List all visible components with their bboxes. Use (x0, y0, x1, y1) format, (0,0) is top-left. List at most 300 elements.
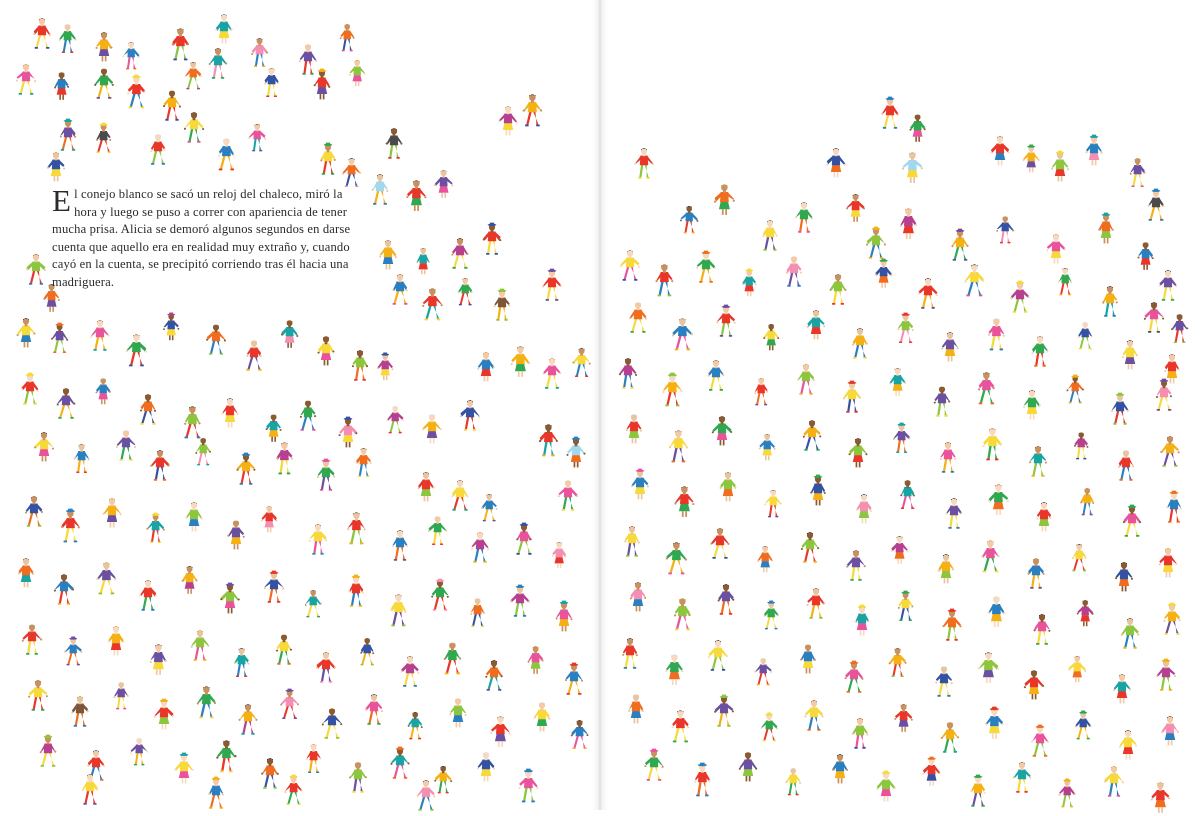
crowd-figure (924, 756, 939, 788)
crowd-figure (988, 594, 1005, 630)
crowd-figure (380, 238, 396, 272)
crowd-figure (890, 646, 905, 678)
crowd-figure (520, 768, 537, 804)
crowd-figure (128, 74, 145, 110)
crowd-figure (72, 694, 88, 728)
crowd-figure (266, 570, 282, 604)
crowd-figure (990, 482, 1007, 518)
crowd-figure (1028, 556, 1044, 590)
crowd-figure (452, 236, 468, 270)
crowd-figure (306, 588, 320, 619)
crowd-figure (282, 688, 297, 720)
crowd-figure (96, 66, 112, 100)
crowd-figure (1014, 760, 1030, 794)
crowd-figure (62, 508, 79, 544)
crowd-figure (934, 384, 950, 418)
crowd-figure (716, 182, 733, 218)
crowd-figure (868, 226, 884, 260)
crowd-figure (218, 136, 235, 172)
crowd-figure (314, 68, 330, 102)
crowd-figure (324, 706, 340, 740)
crowd-figure (262, 504, 276, 535)
crowd-figure (186, 500, 202, 534)
crowd-figure (754, 376, 768, 407)
crowd-figure (622, 248, 638, 282)
crowd-figure (900, 206, 917, 242)
crowd-figure (892, 534, 907, 566)
crowd-figure (238, 452, 254, 486)
crowd-figure (896, 702, 911, 734)
crowd-figure (632, 468, 648, 502)
crowd-figure (148, 512, 163, 544)
crowd-figure (1048, 232, 1064, 266)
crowd-figure (458, 276, 472, 307)
crowd-figure (910, 112, 925, 144)
crowd-figure (568, 436, 584, 470)
crowd-figure (1166, 490, 1182, 524)
crowd-figure (714, 414, 730, 448)
crowd-figure (946, 496, 962, 530)
crowd-figure (1162, 434, 1178, 468)
crowd-figure (1114, 672, 1130, 706)
crowd-figure (630, 580, 646, 614)
crowd-figure (626, 412, 642, 446)
crowd-figure (98, 560, 115, 596)
crowd-figure (800, 642, 816, 676)
crowd-figure (352, 348, 368, 382)
crowd-figure (60, 22, 75, 54)
crowd-figure (196, 436, 210, 467)
crowd-figure (386, 126, 402, 160)
crowd-figure (1060, 778, 1074, 809)
crowd-figure (478, 350, 494, 384)
crowd-figure (430, 514, 445, 546)
crowd-figure (1058, 266, 1072, 297)
crowd-figure (1072, 542, 1086, 573)
crowd-figure (340, 416, 356, 450)
crowd-figure (952, 228, 968, 262)
crowd-figure (844, 380, 860, 414)
crowd-figure (676, 484, 693, 520)
crowd-figure (356, 446, 371, 478)
crowd-figure (388, 404, 402, 435)
crowd-figure (436, 764, 450, 795)
crowd-figure (556, 600, 572, 634)
crowd-figure (424, 286, 441, 322)
crowd-figure (848, 548, 864, 582)
crowd-figure (182, 564, 197, 596)
crowd-figure (24, 622, 40, 656)
crowd-figure (852, 716, 868, 750)
crowd-figure (300, 398, 316, 432)
crowd-figure (966, 262, 983, 298)
crowd-figure (1122, 338, 1138, 372)
crowd-figure (1032, 724, 1048, 758)
crowd-figure (904, 150, 921, 186)
crowd-figure (306, 742, 321, 774)
crowd-figure (806, 698, 822, 732)
crowd-figure (808, 586, 824, 620)
crowd-figure (140, 392, 156, 426)
crowd-illustration-right (600, 0, 1200, 810)
crowd-figure (1032, 334, 1048, 368)
crowd-figure (74, 442, 89, 474)
crowd-figure (392, 528, 408, 562)
crowd-figure (672, 708, 689, 744)
crowd-figure (1052, 150, 1068, 184)
crowd-figure (164, 88, 180, 122)
crowd-figure (622, 636, 638, 670)
crowd-figure (668, 540, 685, 576)
crowd-figure (1024, 388, 1040, 422)
crowd-figure (1122, 616, 1138, 650)
crowd-figure (478, 750, 494, 784)
crowd-figure (470, 596, 485, 628)
crowd-figure (920, 276, 936, 310)
crowd-figure (52, 322, 67, 354)
crowd-figure (348, 574, 364, 608)
crowd-figure (850, 436, 866, 470)
crowd-figure (408, 710, 422, 741)
crowd-figure (1112, 392, 1128, 426)
crowd-figure (222, 396, 238, 430)
crowd-figure (18, 556, 34, 590)
crowd-figure (318, 458, 334, 492)
crowd-figure (1076, 710, 1090, 741)
crowd-figure (1158, 658, 1174, 692)
crowd-figure (808, 308, 824, 342)
crowd-figure (140, 578, 156, 612)
crowd-figure (132, 736, 146, 767)
crowd-figure (894, 422, 909, 454)
crowd-figure (1120, 728, 1136, 762)
crowd-figure (796, 200, 812, 234)
crowd-figure (210, 46, 226, 80)
crowd-figure (482, 492, 496, 523)
crowd-figure (246, 338, 262, 372)
crowd-figure (998, 214, 1012, 245)
crowd-figure (222, 582, 238, 616)
right-page (600, 0, 1200, 810)
crowd-figure (694, 762, 711, 798)
crowd-figure (164, 312, 178, 343)
crowd-figure (764, 322, 778, 353)
crowd-figure (462, 398, 478, 432)
crowd-figure (1036, 500, 1052, 534)
crowd-figure (450, 696, 466, 730)
crowd-figure (192, 628, 208, 662)
crowd-figure (664, 372, 681, 408)
crowd-figure (666, 652, 683, 688)
crowd-figure (762, 218, 778, 252)
crowd-figure (286, 774, 301, 806)
crowd-figure (1160, 546, 1176, 580)
crowd-figure (56, 572, 72, 606)
crowd-figure (282, 318, 297, 350)
crowd-figure (40, 734, 56, 768)
crowd-figure (150, 642, 167, 678)
crowd-figure (1068, 374, 1082, 405)
crowd-figure (424, 412, 440, 446)
crowd-figure (708, 358, 724, 392)
crowd-figure (828, 146, 844, 180)
crowd-figure (1130, 156, 1145, 188)
crowd-figure (854, 604, 870, 638)
crowd-figure (524, 92, 541, 128)
crowd-figure (970, 774, 986, 808)
crowd-figure (250, 122, 264, 153)
crowd-figure (124, 40, 138, 71)
crowd-figure (416, 246, 430, 277)
crowd-figure (1148, 188, 1164, 222)
crowd-figure (760, 432, 774, 463)
crowd-figure (252, 36, 267, 68)
crowd-figure (512, 344, 529, 380)
crowd-figure (18, 316, 34, 350)
crowd-figure (636, 146, 652, 180)
crowd-figure (1106, 764, 1122, 798)
crowd-figure (26, 494, 42, 528)
crowd-figure (48, 150, 64, 184)
crowd-figure (742, 268, 756, 299)
crowd-figure (492, 714, 509, 750)
crowd-figure (832, 752, 848, 786)
crowd-figure (378, 352, 392, 383)
crowd-figure (350, 760, 366, 794)
crowd-figure (96, 30, 112, 64)
crowd-figure (890, 366, 905, 398)
crowd-figure (452, 478, 468, 512)
crowd-figure (82, 772, 98, 806)
crowd-figure (516, 522, 532, 556)
crowd-figure (628, 692, 644, 726)
crowd-figure (408, 178, 425, 214)
crowd-figure (436, 168, 451, 200)
crowd-figure (670, 428, 687, 464)
crowd-figure (1030, 444, 1046, 478)
crowd-figure (698, 250, 714, 284)
crowd-figure (22, 372, 38, 406)
crowd-figure (30, 678, 46, 712)
crowd-figure (718, 304, 734, 338)
crowd-figure (936, 664, 952, 698)
crowd-figure (942, 330, 958, 364)
crowd-figure (1070, 654, 1084, 685)
crowd-figure (340, 22, 354, 53)
crowd-figure (128, 332, 145, 368)
crowd-figure (528, 644, 543, 676)
crowd-figure (786, 254, 802, 288)
crowd-figure (366, 692, 382, 726)
crowd-figure (986, 706, 1003, 742)
crowd-figure (848, 192, 863, 224)
crowd-figure (1156, 378, 1172, 412)
crowd-figure (876, 258, 891, 290)
crowd-figure (940, 440, 956, 474)
crowd-figure (846, 660, 862, 694)
crowd-figure (54, 70, 69, 102)
story-text-block (52, 183, 352, 292)
crowd-figure (758, 544, 772, 575)
crowd-figure (176, 752, 192, 786)
crowd-figure (96, 376, 110, 407)
crowd-figure (150, 132, 166, 166)
crowd-figure (1164, 602, 1180, 636)
crowd-figure (34, 16, 50, 50)
crowd-figure (646, 748, 662, 782)
crowd-figure (1102, 284, 1118, 318)
crowd-figure (392, 746, 408, 780)
crowd-figure (882, 96, 898, 130)
crowd-figure (344, 156, 359, 188)
crowd-figure (318, 334, 334, 368)
crowd-figure (1012, 280, 1028, 314)
crowd-figure (798, 362, 814, 396)
crowd-figure (276, 440, 293, 476)
crowd-figure (60, 118, 76, 152)
crowd-figure (216, 12, 232, 46)
left-page (0, 0, 600, 810)
crowd-figure (1034, 612, 1050, 646)
crowd-figure (1172, 312, 1187, 344)
crowd-figure (372, 172, 388, 206)
crowd-figure (262, 756, 278, 790)
crowd-illustration-left (0, 0, 600, 810)
crowd-figure (208, 776, 224, 810)
crowd-figure (718, 582, 734, 616)
crowd-figure (572, 718, 587, 750)
crowd-figure (186, 110, 202, 144)
crowd-figure (756, 656, 770, 687)
crowd-figure (66, 636, 80, 667)
crowd-figure (486, 658, 502, 692)
crowd-figure (1078, 598, 1092, 629)
crowd-figure (360, 636, 374, 667)
crowd-figure (544, 268, 560, 302)
crowd-figure (152, 448, 168, 482)
story-body-text: l conejo blanco se sacó un reloj del chaleco, miró la hora y luego se puso a correr con apariencia de tener mucha prisa. Alicia se demoró algunos segundos en darse cuenta que aquello era en realidad muy extraño y, cuando cayó en la cuenta, se precipitó corriendo tras él hacia una madriguera. (52, 187, 351, 289)
crowd-figure (320, 142, 336, 176)
crowd-figure (1074, 430, 1088, 461)
crowd-figure (716, 694, 732, 728)
crowd-figure (92, 318, 108, 352)
crowd-figure (566, 662, 582, 696)
crowd-figure (1118, 448, 1134, 482)
crowd-figure (1160, 268, 1176, 302)
crowd-figure (762, 712, 776, 743)
crowd-figure (18, 62, 34, 96)
crowd-figure (264, 66, 279, 98)
crowd-figure (240, 702, 256, 736)
crowd-figure (942, 720, 958, 754)
crowd-figure (418, 778, 434, 812)
crowd-figure (620, 356, 636, 390)
crowd-figure (766, 488, 780, 519)
crowd-figure (234, 646, 249, 678)
crowd-figure (878, 770, 894, 804)
crowd-figure (720, 470, 736, 504)
crowd-figure (186, 60, 200, 91)
crowd-figure (198, 684, 215, 720)
crowd-figure (418, 470, 434, 504)
crowd-figure (1146, 300, 1162, 334)
crowd-figure (1080, 486, 1094, 517)
crowd-figure (630, 300, 646, 334)
crowd-figure (944, 608, 960, 642)
crowd-figure (28, 252, 44, 286)
crowd-figure (1078, 320, 1092, 351)
crowd-figure (96, 122, 111, 154)
crowd-figure (36, 430, 52, 464)
crowd-figure (402, 654, 418, 688)
story-paragraph (52, 183, 352, 292)
crowd-figure (992, 134, 1008, 168)
crowd-figure (108, 624, 124, 658)
crowd-figure (560, 478, 576, 512)
crowd-figure (512, 584, 528, 618)
crowd-figure (982, 538, 999, 574)
crowd-figure (1086, 134, 1102, 168)
crowd-figure (1162, 714, 1178, 748)
crowd-figure (172, 26, 189, 62)
crowd-figure (540, 422, 557, 458)
crowd-figure (432, 578, 448, 612)
crowd-figure (682, 204, 696, 235)
crowd-figure (900, 478, 915, 510)
crowd-figure (740, 750, 756, 784)
crowd-figure (500, 104, 516, 138)
crowd-figure (1116, 560, 1132, 594)
crowd-figure (58, 386, 74, 420)
crowd-figure (978, 370, 995, 406)
crowd-figure (1124, 504, 1140, 538)
crowd-figure (898, 590, 913, 622)
crowd-figure (118, 428, 134, 462)
crowd-figure (104, 496, 120, 530)
crowd-figure (494, 288, 510, 322)
crowd-figure (856, 492, 872, 526)
crowd-figure (574, 346, 589, 378)
crowd-figure (472, 530, 488, 564)
crowd-figure (484, 222, 500, 256)
crowd-figure (444, 640, 461, 676)
crowd-figure (390, 592, 407, 628)
crowd-figure (938, 552, 954, 586)
crowd-figure (674, 316, 691, 352)
crowd-figure (1024, 144, 1038, 175)
crowd-figure (544, 356, 560, 390)
crowd-figure (710, 638, 726, 672)
crowd-figure (810, 474, 826, 508)
crowd-figure (310, 522, 326, 556)
crowd-figure (852, 326, 868, 360)
crowd-figure (984, 426, 1001, 462)
crowd-figure (276, 632, 292, 666)
crowd-figure (114, 680, 128, 711)
crowd-figure (1026, 668, 1042, 702)
crowd-figure (764, 600, 778, 631)
crowd-figure (552, 540, 566, 571)
crowd-figure (624, 524, 640, 558)
crowd-figure (208, 322, 224, 356)
drop-cap: E (52, 183, 72, 218)
crowd-figure (988, 316, 1005, 352)
crowd-figure (786, 766, 800, 797)
crowd-figure (804, 418, 820, 452)
crowd-figure (228, 518, 244, 552)
crowd-figure (712, 526, 728, 560)
crowd-figure (674, 596, 691, 632)
